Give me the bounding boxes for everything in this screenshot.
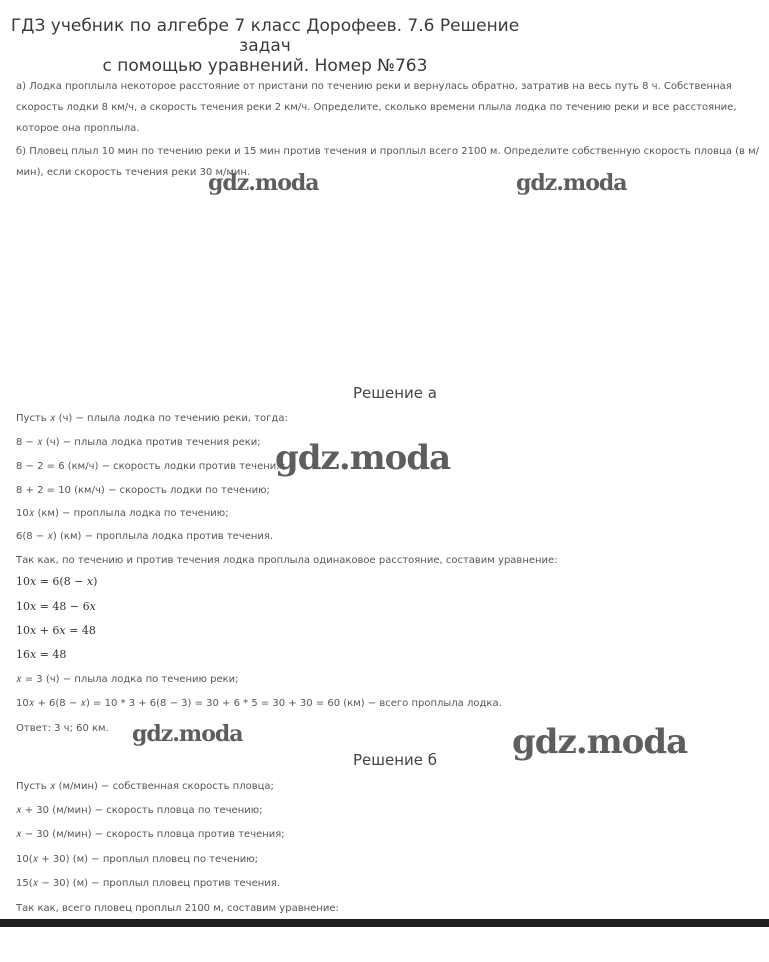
solution-a-line: 8 + 2 = 10 (км/ч) − скорость лодки по течению;: [16, 485, 270, 496]
solution-a-line: 𝑥 = 3 (ч) − плыла лодка по течению реки;: [16, 674, 239, 685]
solution-b-line: 𝑥 − 30 (м/мин) − скорость пловца против течения;: [16, 829, 285, 840]
page-title-line-2: с помощью уравнений. Номер №763: [102, 56, 428, 76]
page-title-line-1: ГДЗ учебник по алгебре 7 класс Дорофеев. 7.6 Решение задач: [10, 16, 520, 56]
watermark: gdz.moda: [275, 438, 451, 478]
task-a-text: а) Лодка проплыла некоторое расстояние от пристани по течению реки и вернулась обратно, затратив на весь путь 8 ч. Собственная скорость лодки 8 км/ч, а скорость течения реки 2 км/ч. Определите, сколько времени плыла лодка по течению реки и все расстояние, которое она проплыла.: [16, 81, 737, 134]
solution-a-line: 8 − 2 = 6 (км/ч) − скорость лодки против течения;: [16, 461, 286, 472]
solution-a-line: 10𝑥 (км) − проплыла лодка по течению;: [16, 508, 229, 519]
watermark: gdz.moda: [208, 170, 319, 196]
answer-a: Ответ: 3 ч; 60 км.: [16, 723, 109, 734]
solution-b-line: Пусть 𝑥 (м/мин) − собственная скорость пловца;: [16, 781, 274, 792]
solution-b-line: 𝑥 + 30 (м/мин) − скорость пловца по течению;: [16, 805, 263, 816]
solution-a-line: 10𝑥 + 6(8 − 𝑥) = 10 * 3 + 6(8 − 3) = 30 + 6 * 5 = 30 + 30 = 60 (км) − всего проплыла лодка.: [16, 698, 502, 709]
solution-b-line: 15(𝑥 − 30) (м) − проплыл пловец против течения.: [16, 878, 280, 889]
solution-a-heading: Решение а: [353, 384, 437, 402]
watermark: gdz.moda: [512, 722, 688, 762]
watermark: gdz.moda: [516, 170, 627, 196]
solution-a-line: 8 − 𝑥 (ч) − плыла лодка против течения реки;: [16, 437, 261, 448]
solution-a-line: 6(8 − 𝑥) (км) − проплыла лодка против течения.: [16, 531, 274, 542]
solution-a-line: Пусть 𝑥 (ч) − плыла лодка по течению реки, тогда:: [16, 413, 288, 424]
bottom-bar: [0, 919, 769, 927]
equation: 10𝑥 = 48 − 6𝑥: [16, 600, 96, 613]
equation: 10𝑥 + 6𝑥 = 48: [16, 624, 96, 637]
equation: 10𝑥 = 6(8 − 𝑥): [16, 575, 98, 588]
solution-b-line: 10(𝑥 + 30) (м) − проплыл пловец по течению;: [16, 854, 258, 865]
solution-b-line: Так как, всего пловец проплыл 2100 м, составим уравнение:: [16, 903, 339, 914]
task-b-text: б) Пловец плыл 10 мин по течению реки и 15 мин против течения и проплыл всего 2100 м. Определите собственную скорость пловца (в м/мин), если скорость течения реки 30 м/мин.: [16, 146, 760, 178]
watermark: gdz.moda: [132, 721, 243, 747]
solution-a-line: Так как, по течению и против течения лодка проплыла одинаковое расстояние, составим уравнение:: [16, 555, 558, 566]
page-title: [0, 16, 530, 76]
equation: 16𝑥 = 48: [16, 648, 67, 661]
solution-b-heading: Решение б: [352, 751, 438, 769]
